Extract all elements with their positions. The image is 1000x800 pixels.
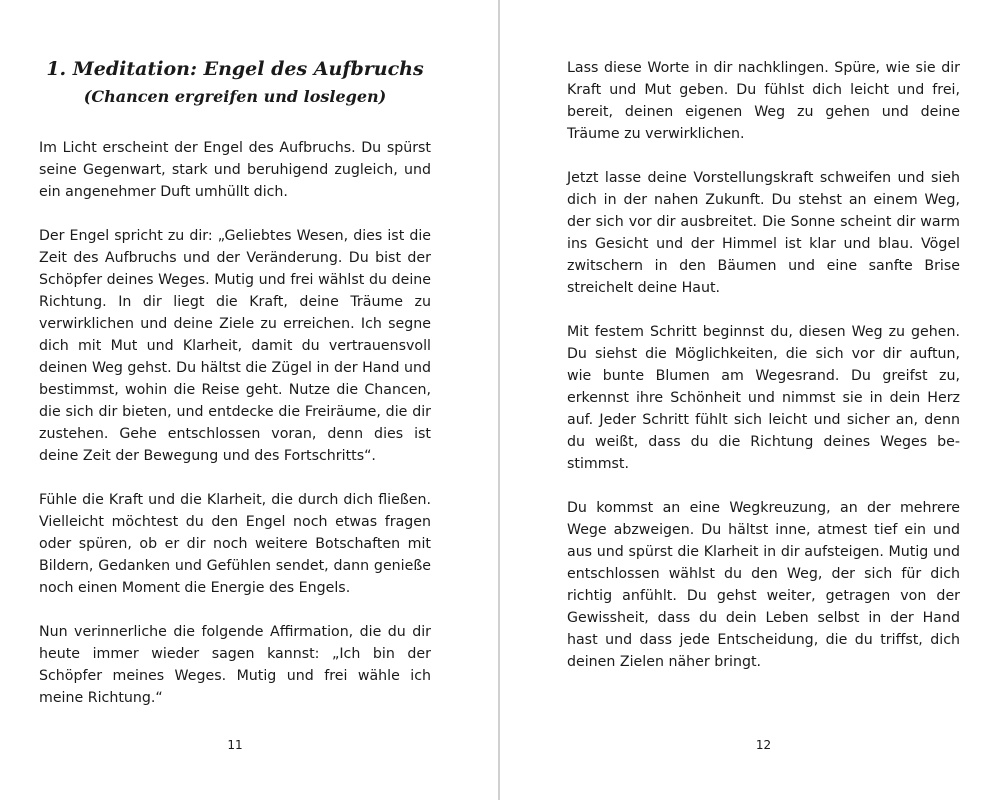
page-number-left: 11 (227, 738, 243, 752)
paragraph: Mit festem Schritt beginnst du, diesen Weg zu gehen. Du siehst die Möglichkeiten, die sich vor dir auftun, wie bunte Blumen am Wegesrand. Du greifst zu, erkennst ihre Schönheit und nimmst sie in dein Herz auf. Jeder Schritt fühlt sich leicht und sicher an, denn du weißt, dass du die Richtung deines Weges bestimmst. (567, 324, 960, 472)
paragraph: Jetzt lasse deine Vorstellungskraft schweifen und sieh dich in der nahen Zukunft. Du stehst an einem Weg, der sich vor dir ausbreitet. Die Sonne scheint dir warm ins Gesicht und der Himmel ist klar und blau. Vögel zwitschern in den Bäumen und eine sanfte Brise streichelt deine Haut. (567, 170, 960, 296)
paragraph: Du kommst an eine Wegkreuzung, an der mehrere Wege abzweigen. Du hältst inne, atmest tief ein und aus und spürst die Klarheit in dir aufsteigen. Mutig und entschlossen wählst du den Weg, der sich für dich richtig anfühlt. Du gehst weiter, getragen von der Gewissheit, dass du dein Leben selbst in der Hand hast und dass jede Entscheidung, die du triffst, dich deinen Zielen näher bringt. (567, 500, 960, 670)
chapter-title: 1. Meditation: Engel des Aufbruchs (46, 58, 424, 80)
paragraph: Der Engel spricht zu dir: „Geliebtes Wesen, dies ist die Zeit des Aufbruchs und der Veränderung. Du bist der Schöpfer deines Weges. Mutig und frei wählst du deine Richtung. In dir liegt die Kraft, deine Träume zu verwirklichen und deine Ziele zu erreichen. Ich segne dich mit Mut und Klarheit, damit du vertrauensvoll deinen Weg gehst. Du hältst die Zügel in der Hand und bestimmst, wohin die Reise geht. Nutze die Chancen, die sich dir bieten, und entdecke die Freiräume, die dir zustehen. Gehe entschlossen voran, denn dies ist deine Zeit der Bewegung und des Fortschritts“. (39, 228, 431, 464)
page-gutter-divider (498, 0, 500, 800)
left-page-body (39, 137, 431, 731)
chapter-subtitle: (Chancen ergreifen und loslegen) (83, 87, 387, 106)
paragraph: Fühle die Kraft und die Klarheit, die durch dich fließen. Vielleicht möchtest du den Engel noch etwas fragen oder spüren, ob er dir noch weitere Botschaften mit Bildern, Gedanken und Gefühlen sendet, dann genieße noch einen Moment die Energie des Engels. (39, 492, 431, 596)
paragraph: Nun verinnerliche die folgende Affirmation, die du dir heute immer wieder sagen kannst: „Ich bin der Schöpfer meines Weges. Mutig und frei wähle ich meine Richtung.“ (39, 624, 431, 706)
paragraph: Lass diese Worte in dir nachklingen. Spüre, wie sie dir Kraft und Mut geben. Du fühlst dich leicht und frei, bereit, deinen eigenen Weg zu gehen und deine Träume zu verwirklichen. (567, 60, 960, 142)
right-page (502, 0, 1000, 800)
left-page (0, 0, 498, 800)
right-page-body (567, 57, 960, 695)
page-number-right: 12 (755, 738, 772, 752)
paragraph: Im Licht erscheint der Engel des Aufbruchs. Du spürst seine Gegenwart, stark und beruhigend zugleich, und ein angenehmer Duft umhüllt dich. (39, 140, 431, 200)
